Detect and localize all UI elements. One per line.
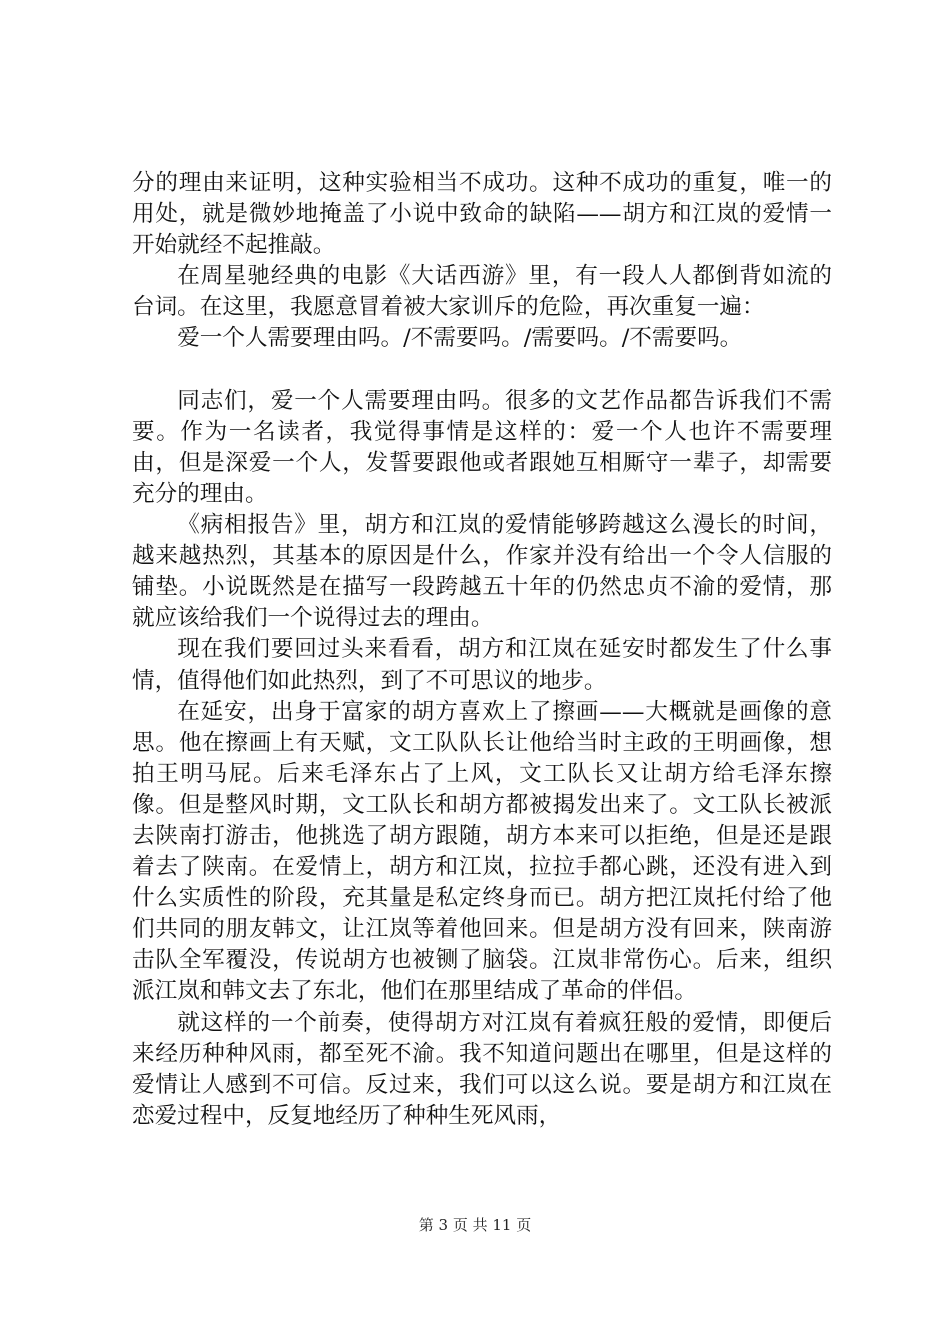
paragraph-4: 同志们，爱一个人需要理由吗。很多的文艺作品都告诉我们不需要。作为一名读者，我觉得事情是这样的：爱一个人也许不需要理由，但是深爱一个人，发誓要跟他或者跟她互相厮守一辈子，却需要充分的理由。 bbox=[132, 387, 832, 507]
paragraph-7: 在延安，出身于富家的胡方喜欢上了擦画——大概就是画像的意思。他在擦画上有天赋，文工队队长让他给当时主政的王明画像，想拍王明马屁。后来毛泽东占了上风，文工队长又让胡方给毛泽东擦像。但是整风时期，文工队长和胡方都被揭发出来了。文工队长被派去陕南打游击，他挑选了胡方跟随，胡方本来可以拒绝，但是还是跟着去了陕南。在爱情上，胡方和江岚，拉拉手都心跳，还没有进入到什么实质性的阶段，充其量是私定终身而已。胡方把江岚托付给了他们共同的朋友韩文，让江岚等着他回来。但是胡方没有回来，陕南游击队全军覆没，传说胡方也被铡了脑袋。江岚非常伤心。后来，组织派江岚和韩文去了东北，他们在那里结成了革命的伴侣。 bbox=[132, 698, 832, 1005]
paragraph-6: 现在我们要回过头来看看，胡方和江岚在延安时都发生了什么事情，值得他们如此热烈，到了不可思议的地步。 bbox=[132, 636, 832, 694]
body-text bbox=[132, 168, 832, 1132]
paragraph-quote: 爱一个人需要理由吗。/不需要吗。/需要吗。/不需要吗。 bbox=[177, 325, 743, 352]
paragraph-1: 分的理由来证明，这种实验相当不成功。这种不成功的重复，唯一的用处，就是微妙地掩盖了小说中致命的缺陷——胡方和江岚的爱情一开始就经不起推敲。 bbox=[132, 170, 832, 259]
page-footer: 第 3 页 共 11 页 bbox=[418, 1216, 532, 1234]
paragraph-2: 在周星驰经典的电影《大话西游》里，有一段人人都倒背如流的台词。在这里，我愿意冒着被大家训斥的危险，再次重复一遍： bbox=[132, 263, 832, 321]
blank-line bbox=[132, 355, 832, 386]
paragraph-5: 《病相报告》里，胡方和江岚的爱情能够跨越这么漫长的时间，越来越热烈，其基本的原因是什么，作家并没有给出一个令人信服的铺垫。小说既然是在描写一段跨越五十年的仍然忠贞不渝的爱情，那就应该给我们一个说得过去的理由。 bbox=[132, 512, 832, 632]
paragraph-8: 就这样的一个前奏，使得胡方对江岚有着疯狂般的爱情，即便后来经历种种风雨，都至死不渝。我不知道问题出在哪里，但是这样的爱情让人感到不可信。反过来，我们可以这么说。要是胡方和江岚在恋爱过程中，反复地经历了种种生死风雨， bbox=[132, 1009, 832, 1129]
